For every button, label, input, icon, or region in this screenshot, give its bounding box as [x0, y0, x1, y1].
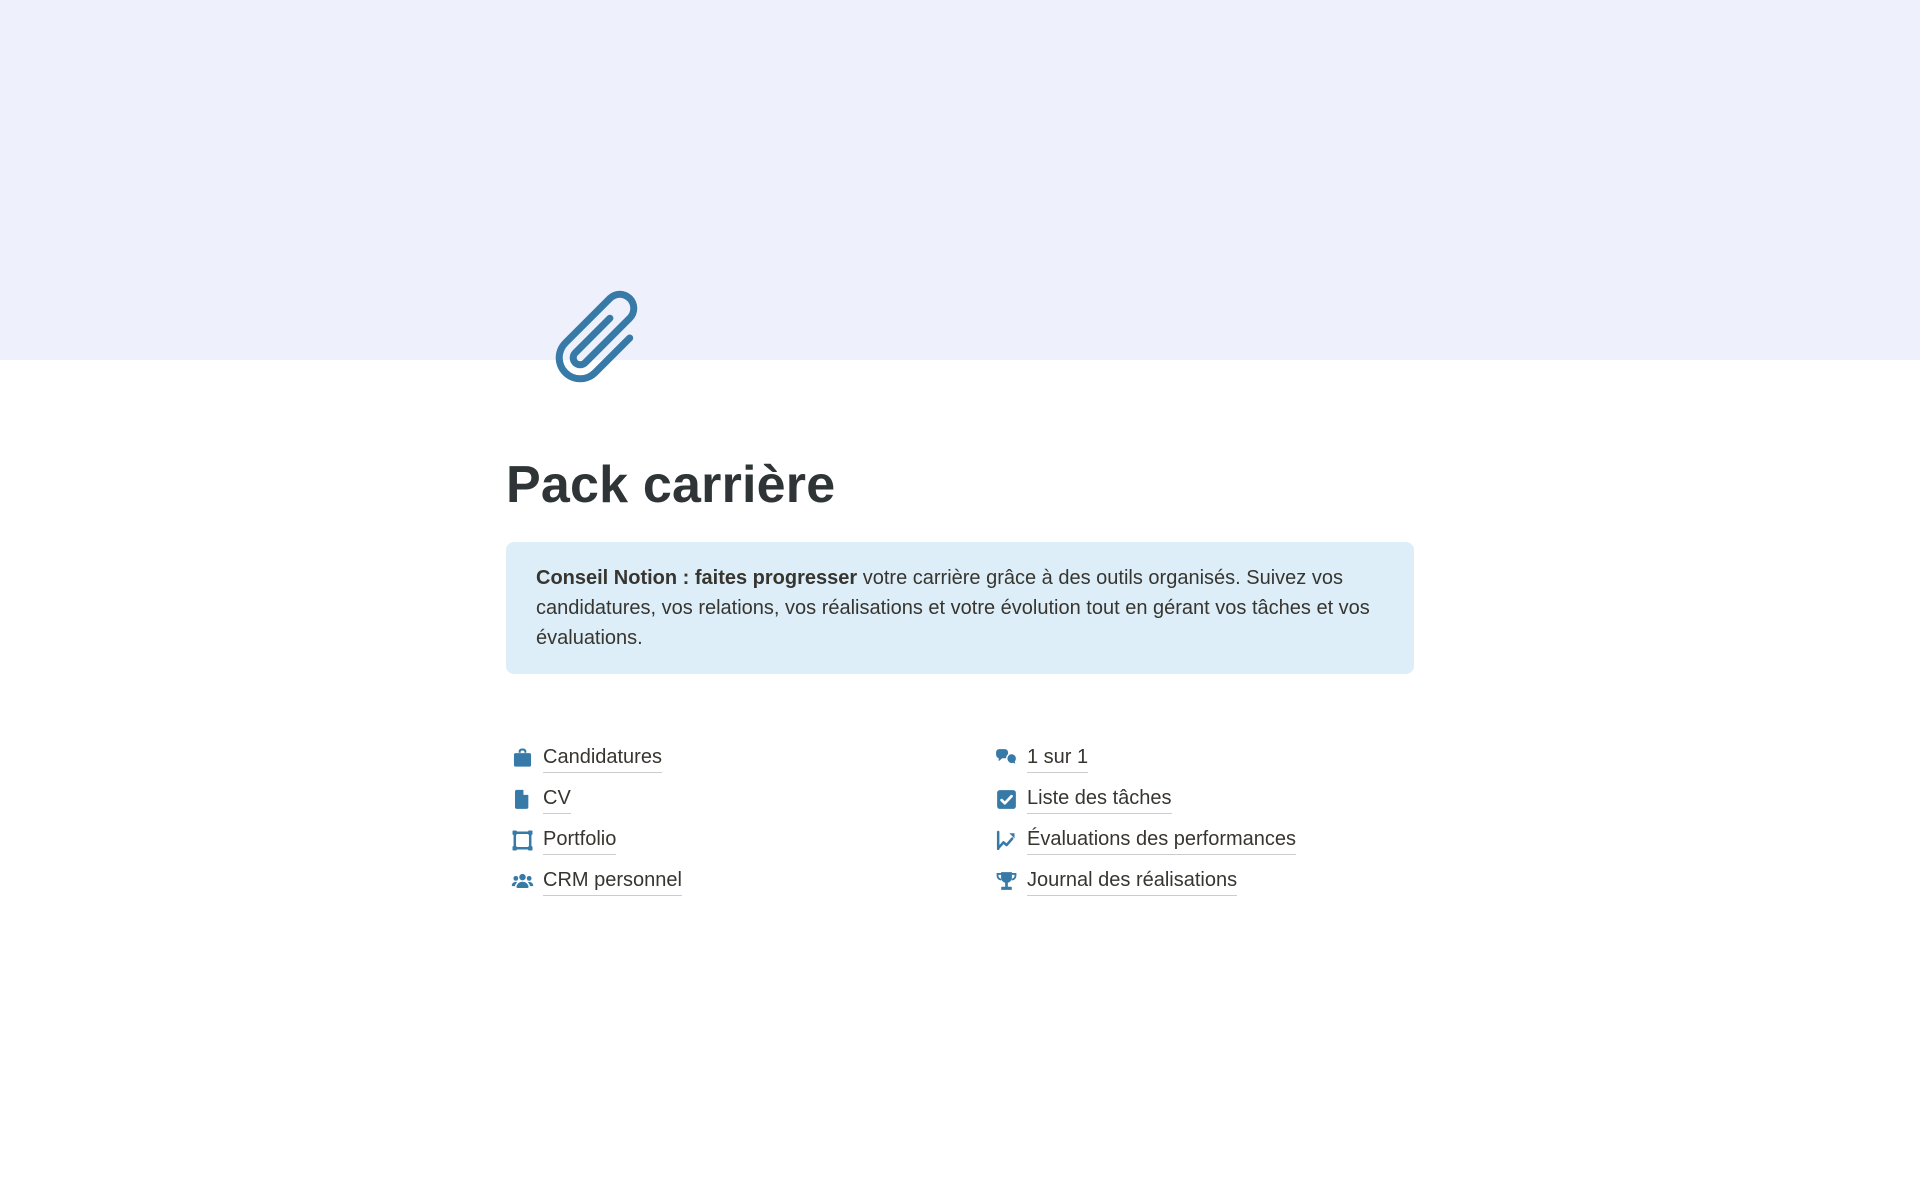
page-link-1-sur-1[interactable] — [990, 740, 1414, 777]
page-link-label: Candidatures — [543, 744, 662, 773]
page-icon paperclip-icon[interactable] — [544, 282, 656, 400]
callout-text: votre carrière grâce à des outils organisés. Suivez vos candidatures, vos relations, vos réalisations et votre évolution tout en gérant vos tâches et vos évaluations. — [536, 566, 1370, 649]
page-link--valuations-des-performances[interactable] — [990, 822, 1414, 859]
checkbox-icon — [994, 787, 1019, 812]
callout — [506, 542, 1414, 674]
page-link-label: CV — [543, 785, 571, 814]
chat-bubbles-icon — [994, 746, 1019, 771]
page-link-label: CRM personnel — [543, 867, 682, 896]
page-link-portfolio[interactable] — [506, 822, 990, 859]
page-link-liste-des-t-ches[interactable] — [990, 781, 1414, 818]
links-column-left — [506, 740, 990, 904]
page-link-label: Portfolio — [543, 826, 616, 855]
page-title: Pack carrière — [506, 456, 836, 514]
chart-up-icon — [994, 828, 1019, 853]
trophy-icon — [994, 869, 1019, 894]
file-icon — [510, 787, 535, 812]
frame-icon — [510, 828, 535, 853]
page-link-cv[interactable] — [506, 781, 990, 818]
page-link-label: Évaluations des performances — [1027, 826, 1296, 855]
links-column-right — [990, 740, 1414, 904]
callout-bold-text: Conseil Notion : faites progresser — [536, 566, 858, 589]
page-link-label: Journal des réalisations — [1027, 867, 1237, 896]
page-link-label: 1 sur 1 — [1027, 744, 1088, 773]
links-section — [506, 740, 1414, 904]
page-link-crm-personnel[interactable] — [506, 863, 990, 900]
page-link-journal-des-r-alisations[interactable] — [990, 863, 1414, 900]
page-content — [506, 282, 1414, 904]
page-link-candidatures[interactable] — [506, 740, 990, 777]
page-link-label: Liste des tâches — [1027, 785, 1172, 814]
people-icon — [510, 869, 535, 894]
briefcase-icon — [510, 746, 535, 771]
